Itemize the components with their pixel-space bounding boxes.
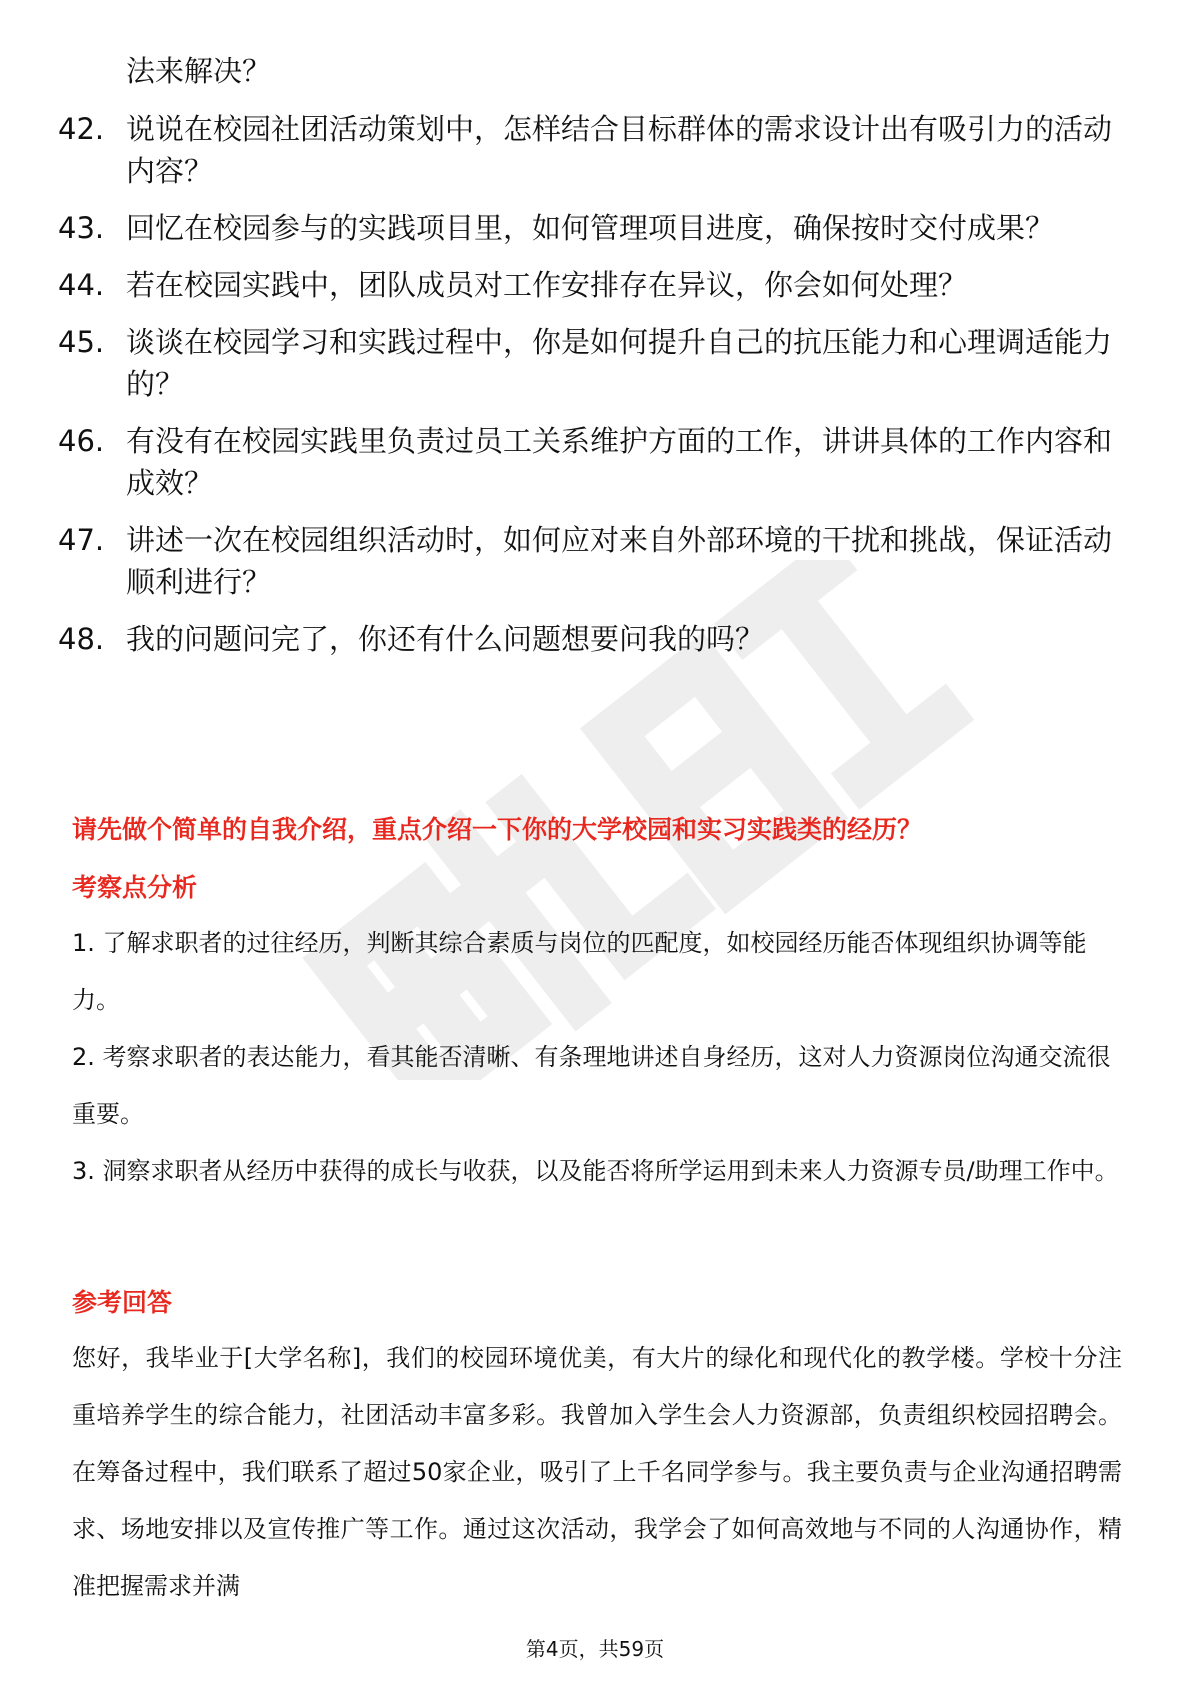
question-item bbox=[58, 321, 1118, 405]
page-footer: 第4页，共59页 bbox=[525, 1637, 665, 1661]
analysis-section-label: 考察点分析 bbox=[72, 873, 198, 902]
reference-answer-text: 您好，我毕业于[大学名称]，我们的校园环境优美，有大片的绿化和现代化的教学楼。学校十分注重培养学生的综合能力，社团活动丰富多彩。我曾加入学生会人力资源部，负责组织校园招聘会。在筹备过程中，我们联系了超过50家企业，吸引了上千名同学参与。我主要负责与企业沟通招聘需求、场地安排以及宣传推广等工作。通过这次活动，我学会了如何高效地与不同的人沟通协作，精准把握需求并满 bbox=[72, 1344, 1122, 1600]
question-item bbox=[58, 207, 1118, 249]
analysis-item: 2. 考察求职者的表达能力，看其能否清晰、有条理地讲述自身经历，这对人力资源岗位沟通交流很重要。 bbox=[72, 1043, 1111, 1128]
question-item bbox=[58, 108, 1118, 192]
question-item bbox=[58, 519, 1118, 603]
question-number: 42. bbox=[58, 112, 105, 146]
question-text: 若在校园实践中，团队成员对工作安排存在异议，你会如何处理？ bbox=[126, 268, 968, 302]
question-number: 45. bbox=[58, 325, 105, 359]
analysis-item: 1. 了解求职者的过往经历，判断其综合素质与岗位的匹配度，如校园经历能否体现组织协调等能力。 bbox=[72, 929, 1087, 1014]
question-list bbox=[58, 108, 1118, 675]
question-text: 讲述一次在校园组织活动时，如何应对来自外部环境的干扰和挑战，保证活动顺利进行？ bbox=[126, 523, 1113, 599]
answer-section-label: 参考回答 bbox=[72, 1288, 173, 1317]
question-item bbox=[58, 618, 1118, 660]
question-number: 47. bbox=[58, 523, 105, 557]
question-number: 46. bbox=[58, 424, 105, 458]
question-item bbox=[58, 420, 1118, 504]
question-text: 我的问题问完了，你还有什么问题想要问我的吗？ bbox=[126, 622, 765, 656]
question-text: 有没有在校园实践里负责过员工关系维护方面的工作，讲讲具体的工作内容和成效？ bbox=[126, 424, 1113, 500]
analysis-item: 3. 洞察求职者从经历中获得的成长与收获，以及能否将所学运用到未来人力资源专员/助理工作中。 bbox=[72, 1157, 1119, 1185]
question-41-continuation: 法来解决？ bbox=[126, 54, 272, 88]
question-text: 谈谈在校园学习和实践过程中，你是如何提升自己的抗压能力和心理调适能力的？ bbox=[126, 325, 1113, 401]
analysis-list bbox=[72, 915, 1122, 1200]
question-number: 43. bbox=[58, 211, 105, 245]
featured-question-heading: 请先做个简单的自我介绍，重点介绍一下你的大学校园和实习实践类的经历？ bbox=[72, 815, 923, 844]
question-number: 44. bbox=[58, 268, 105, 302]
question-text: 回忆在校园参与的实践项目里，如何管理项目进度，确保按时交付成果？ bbox=[126, 211, 1055, 245]
question-number: 48. bbox=[58, 622, 105, 656]
question-item bbox=[58, 264, 1118, 306]
question-text: 说说在校园社团活动策划中，怎样结合目标群体的需求设计出有吸引力的活动内容？ bbox=[126, 112, 1113, 188]
